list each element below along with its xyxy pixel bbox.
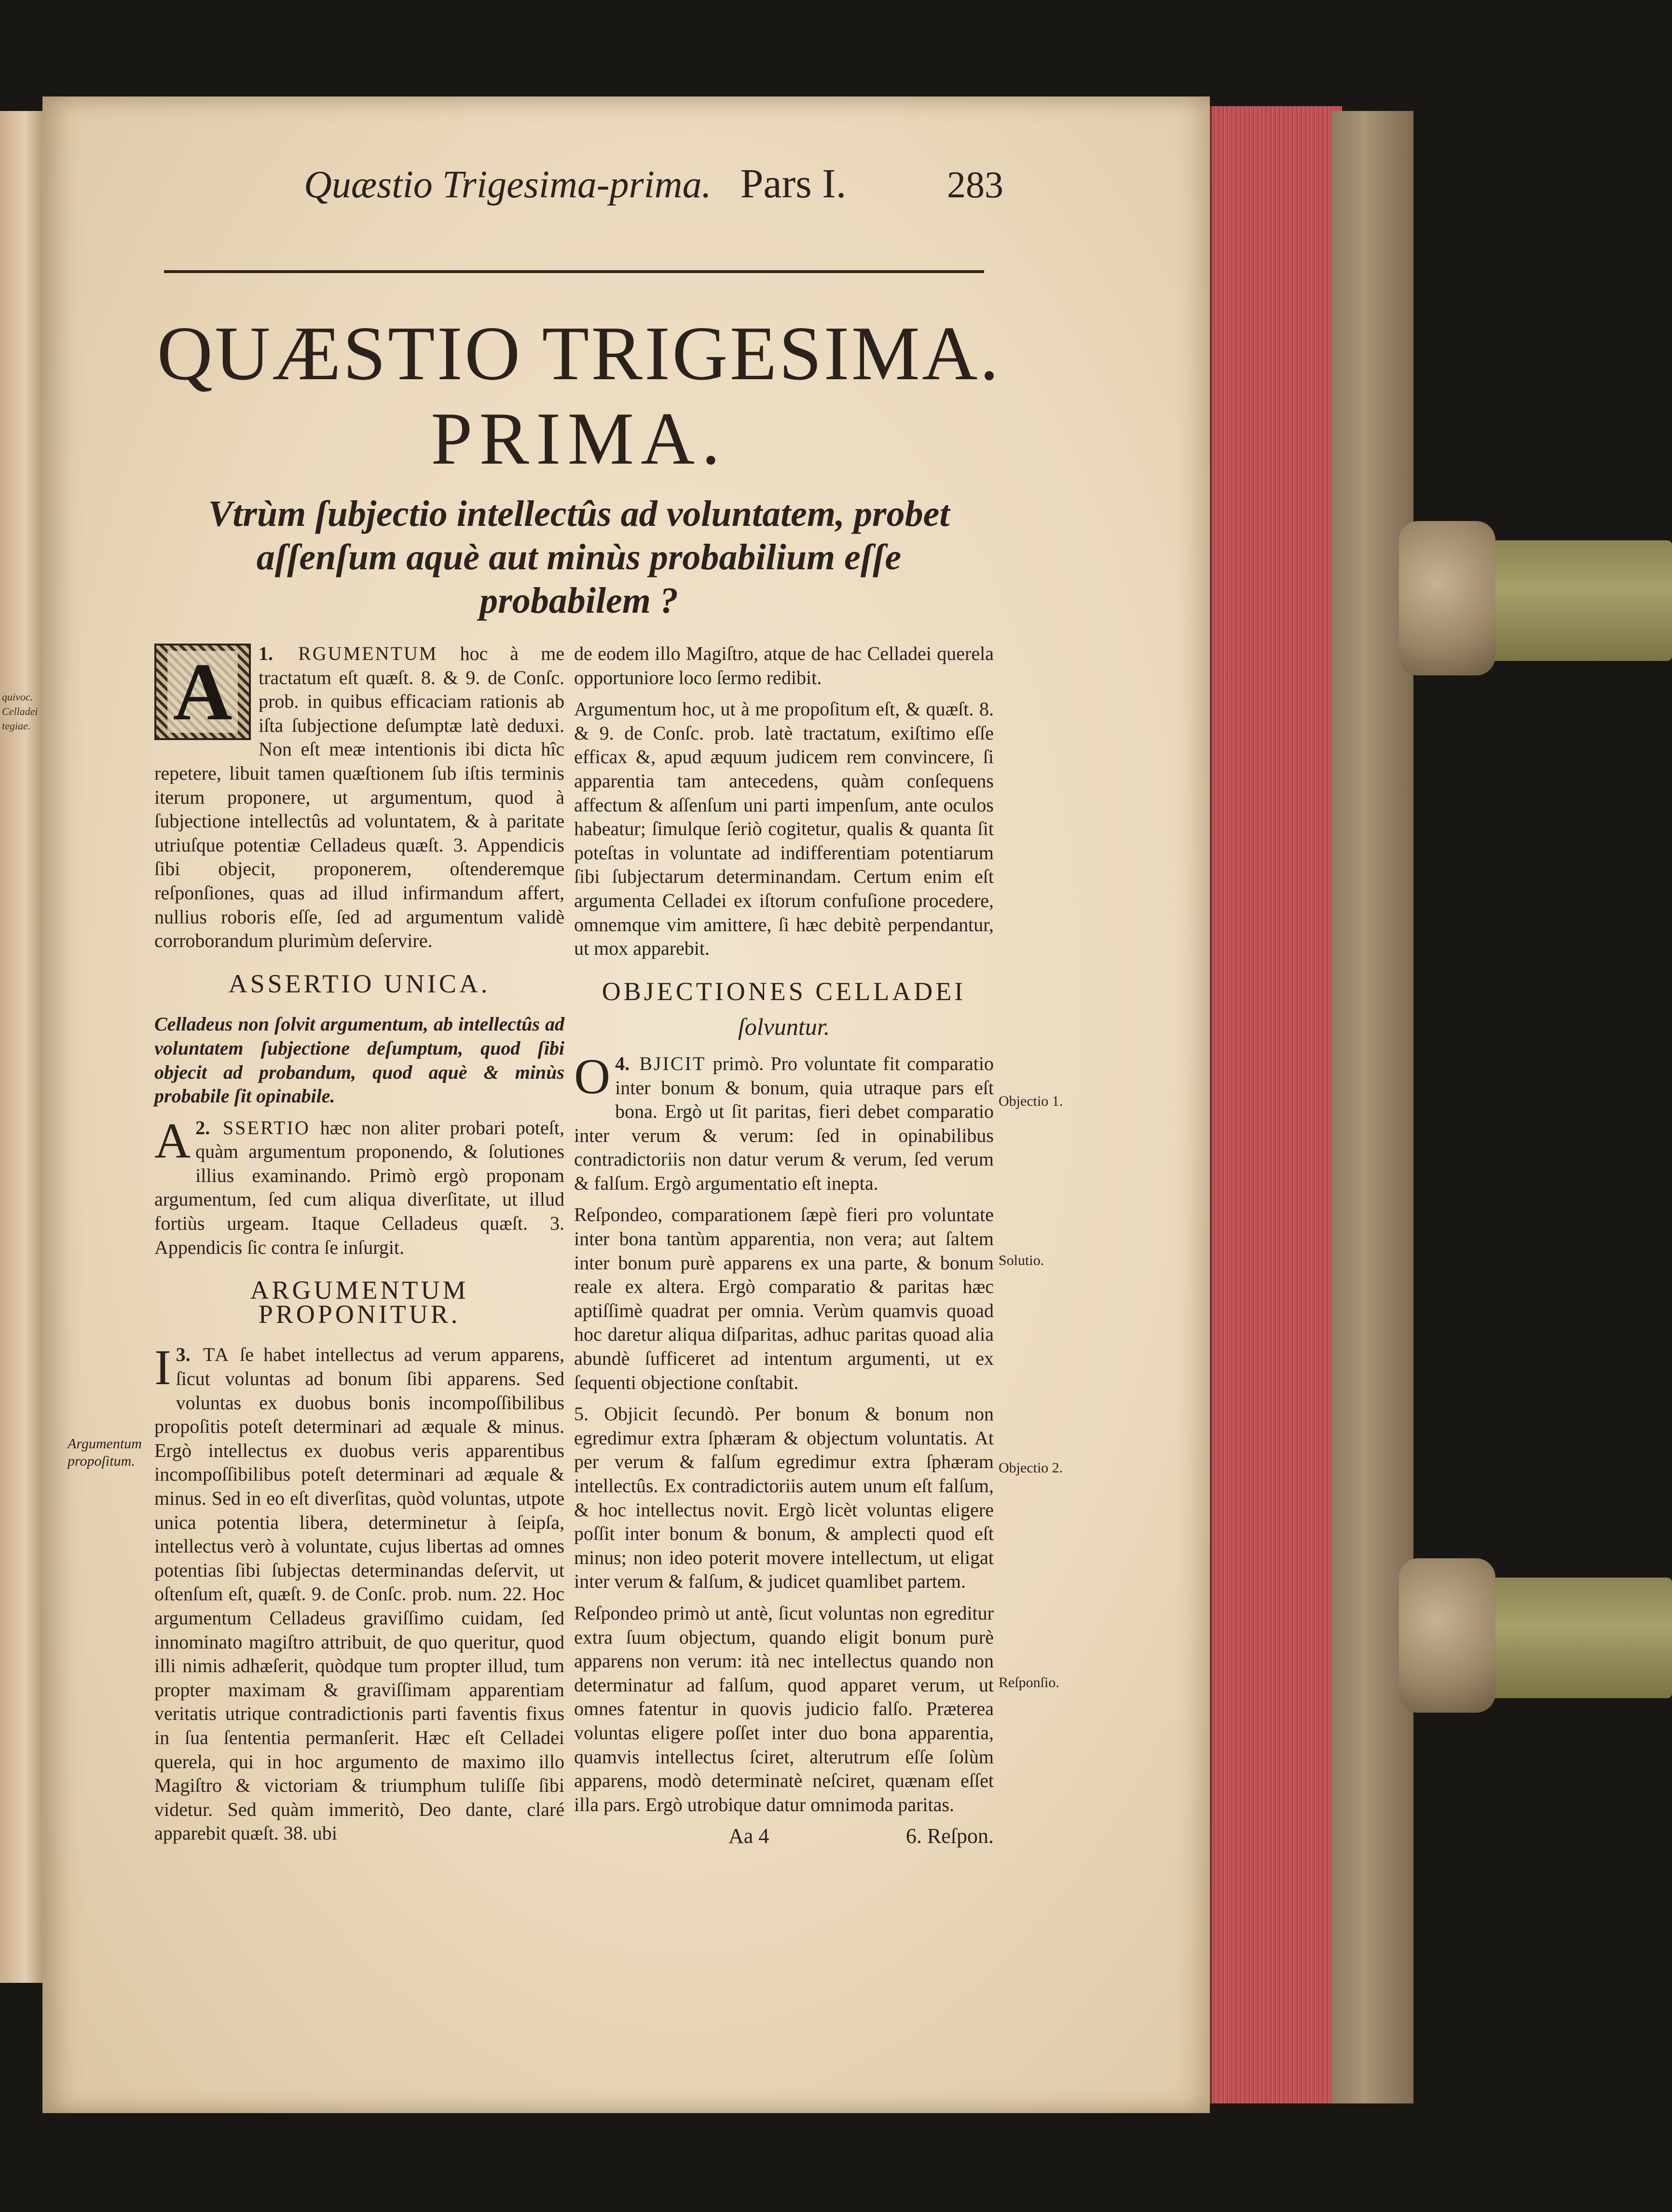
drop-cap-letter: A	[167, 651, 238, 733]
continued-paragraph: de eodem illo Magiſtro, atque de hac Celladei querela opportuniore loco ſermo redibit.	[574, 643, 994, 688]
paragraph-number: 3.	[176, 1344, 191, 1366]
catchword: 6. Reſpon.	[905, 1824, 994, 1848]
margin-note-responsio: Reſponſio.	[999, 1675, 1059, 1690]
left-page-edge	[0, 111, 45, 1983]
lead-word: RGUMENTUM	[298, 643, 438, 664]
initial-letter: A	[154, 1113, 191, 1168]
paragraph-number: 1.	[259, 643, 273, 664]
paragraph-4	[574, 1048, 994, 1195]
margin-note-objectio-2: Objectio 2.	[999, 1460, 1063, 1476]
running-pars: Pars I.	[740, 160, 847, 206]
paragraph-2	[154, 1113, 565, 1260]
sub-title: PRIMA.	[431, 397, 727, 480]
paragraph-number: 2.	[195, 1116, 210, 1139]
margin-note-argument: Argumentum propoſitum.	[68, 1436, 142, 1469]
intro-paragraph	[154, 642, 564, 953]
paragraph-3	[154, 1340, 564, 1845]
paragraph-text: primò. Pro voluntate fit comparatio inter bonum & bonum, quia utraque pars eſt bona. Ergò ut ſit paritas, fieri debet comparatio inter verum & verum: ſed in opinabilibus contradictoriis non datur verum & verum, ſed verum & falſum. Ergò argumentatio eſt inepta.	[574, 1052, 994, 1194]
lead-word: TA	[203, 1344, 230, 1366]
initial-letter: I	[154, 1340, 171, 1396]
lead-word: BJICIT	[639, 1052, 706, 1074]
paragraph-text: ſe habet intellectus ad verum apparens, ſicut voluntas ad bonum ſibi apparens. Sed voluntas ex duobus bonis incompoſſibilibus propoſitis poteſt determinari ad æquale & minus. Ergò intellectus ex duobus veris apparentibus incompoſſibilibus poteſt determinari ad æquale & minus. Sed in eo eſt diverſitas, quòd voluntas, utpote unica potentia libera, determinetur à ſeipſa, intellectus verò à voluntate, cujus libertas ad omnes potentias ſibi ſubjectas determinandas deſervit, ut oſtenſum eſt, quæſt. 9. de Conſc. prob. num. 22. Hoc argumentum Celladeus graviſſimo cuidam, ſed innominato magiſtro attribuit, de quo queritur, quod illi nimis adhæſerit, quòdque tum propter illud, tum propter maximam & graviſſimam apparentiam veritatis utrique contradictionis parti faventis fixus in ſua ſententia permanſerit. Hæc eſt Celladei querela, qui in hoc argumento de maximo illo Magiſtro & victoriam & triumphum tuliſſe ſibi videtur. Sed quàm immeritò, Deo dante, claré apparebit quæſt. 38. ubi	[154, 1344, 564, 1844]
running-title: Quæstio Trigesima-prima.	[304, 164, 712, 206]
objections-heading: OBJECTIONES CELLADEI	[602, 976, 966, 1006]
ornamental-drop-cap	[154, 644, 251, 740]
paragraph-5: 5. Objicit ſecundò. Per bonum & bonum non egredimur extra ſphæram & objectum voluntatis. At per verum & falſum egredimur extra ſphæram intellectûs. Ex contradictoriis autem unum eſt falſum, & hoc intellectus novit. Ergò licèt voluntas eligere poſſit inter bonum & bonum, & amplecti quod eſt minus; non ideo poterit movere intellectum, ut eligat inter verum & falſum, & judicet quamlibet partem.	[574, 1403, 994, 1593]
running-head	[304, 159, 1003, 207]
page-footer	[574, 1824, 994, 1848]
left-column	[154, 642, 564, 1853]
objections-subheading: ſolvuntur.	[738, 1013, 830, 1041]
book-cover-edge	[1331, 111, 1413, 2103]
signature-mark: Aa 4	[728, 1824, 769, 1848]
main-title: QUÆSTIO TRIGESIMA.	[157, 310, 1001, 396]
argument-heading: ARGUMENTUM PROPONITUR.	[250, 1276, 469, 1329]
assertion-text: Celladeus non ſolvit argumentum, ab intellectûs ad voluntatem ſubjectione deſumptum, quod ſibi objecit ad probandum, quod aquè & minùs probabile ſit opinabile.	[154, 1013, 564, 1107]
paragraph-text: hæc non aliter probari poteſt, quàm argumentum proponendo, & ſolutiones illius examinando. Primò ergò proponam argumentum, ſed cum aliqua diverſitate, ut illud fortiùs urgeam. Itaque Celladeus quæſt. 3. Appendicis ſic contra ſe inſurgit.	[154, 1116, 565, 1258]
question-title: Vtrùm ſubjectio intellectûs ad voluntatem, probet aſſenſum aquè aut minùs probabilium eſſe probabilem ?	[208, 494, 950, 621]
red-fore-edge	[1210, 106, 1342, 2103]
argument-paragraph: Argumentum hoc, ut à me propoſitum eſt, & quæſt. 8. & 9. de Conſc. prob. latè tractatum, exiſtimo eſſe efficax &, apud æquum judicem rem convincere, ſi apparentia tam antecedens, quàm conſequens affectum & aſſenſum uni parti impenſum, ante oculos habeatur; ſimulque ſeriò cogitetur, qualis & quanta ſit poteſtas in voluntate ad indifferentiam potentiarum ſibi ſubjectarum determinandam. Certum enim eſt argumenta Celladei ex iſtorum confuſione procedere, omnemque vim amittere, ſi hæc debitè perpendantur, ut mox apparebit.	[574, 698, 994, 960]
initial-letter: O	[574, 1048, 611, 1104]
right-column	[574, 642, 994, 1848]
response-1: Reſpondeo, comparationem ſæpè fieri pro voluntate inter bona tantùm apparentia, non vera; aut ſaltem inter bonum purè apparens ex una parte, & bonum reale ex altera. Ergò comparatio & paritas hæc aptiſſimè quadrat per omnia. Verùm quamvis quoad hoc daretur aliqua diſparitas, adhuc paritas quoad alia abundè ſufficeret ad intentum argumenti, ut ex ſequenti objectione conſtabit.	[574, 1204, 994, 1393]
margin-note-objectio-1: Objectio 1.	[999, 1093, 1063, 1109]
lower-clasp-knob	[1399, 1558, 1495, 1713]
paragraph-text: hoc à me tractatum eſt quæſt. 8. & 9. de Conſc. prob. in quibus efficaciam rationis ab iſta ſubjectione deſumptæ latè deduxi. Non eſt meæ intentionis ibi dicta hîc repetere, libuit tamen quæſtionem ſub iſtis terminis iterum proponere, ut argumentum, quod à ſubjectione intellectûs ad voluntatem, & à paritate utriuſque potentiæ Celladeus quæſt. 3. Appendicis ſibi objecit, proponerem, oſtenderemque reſponſiones, quas ad illud infirmandum affert, nullius roboris eſſe, ſed ad argumentum validè corroborandum plurimùm deſervire.	[154, 643, 565, 952]
paragraph-number: 4.	[615, 1052, 630, 1074]
margin-note-solutio: Solutio.	[999, 1252, 1044, 1268]
left-page-margin-note: quivoc. Celladei tegiae.	[2, 691, 38, 732]
lead-word: SSERTIO	[222, 1116, 310, 1139]
page-number: 283	[947, 164, 1003, 206]
head-rule	[164, 270, 984, 273]
assertion-heading: ASSERTIO UNICA.	[228, 969, 491, 998]
upper-clasp-knob	[1399, 521, 1495, 675]
response-2: Reſpondeo primò ut antè, ſicut voluntas non egreditur extra ſuum objectum, quando eligit bonum purè apparens non verum: ità nec intellectus quando non determinatur ad falſum, quod apparet verum, ut omnes fatentur in quovis judicio falſo. Præterea voluntas eligere poſſet inter duo bona apparentia, quamvis intellectus ſciret, alterutrum eſſe ſolùm apparens, modò determinatè neſciret, quænam eſſet illa pars. Ergò utrobique datur omnimoda paritas.	[574, 1602, 994, 1815]
